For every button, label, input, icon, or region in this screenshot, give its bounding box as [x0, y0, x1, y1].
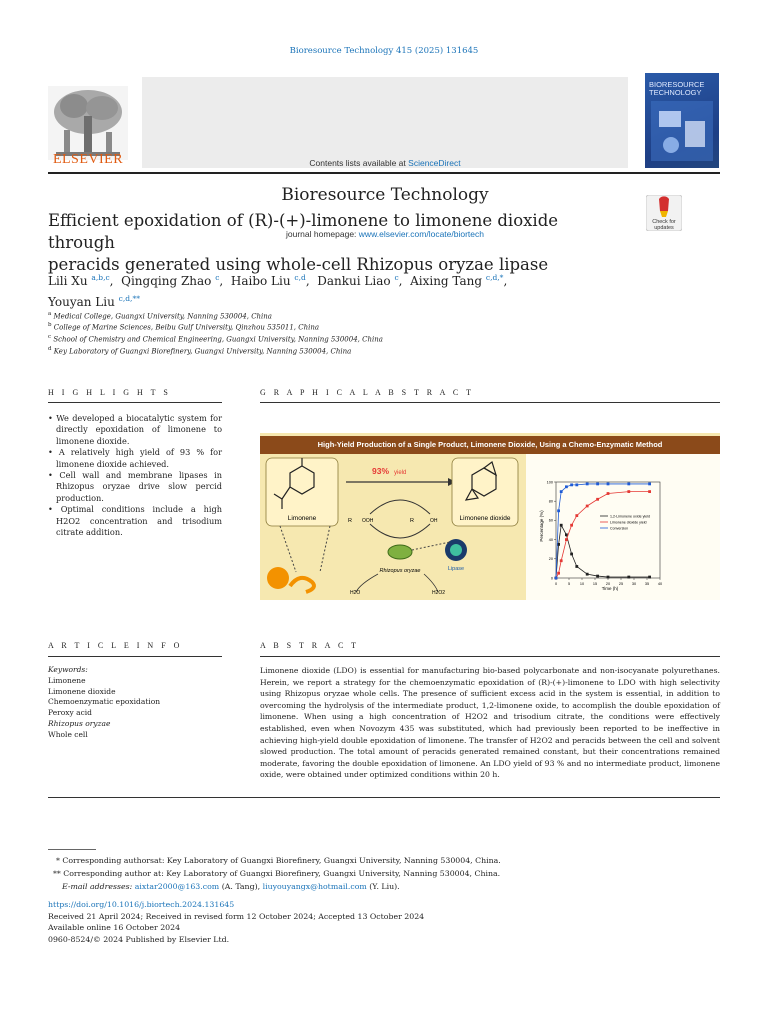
yield-word: yield — [394, 470, 407, 476]
keyword: Limonene dioxide — [48, 686, 116, 696]
graphical-abstract-banner: High-Yield Production of a Single Product, Limonene Dioxide, Using a Chemo-Enzymatic Method — [260, 436, 720, 454]
contents-prefix: Contents lists available at — [309, 158, 406, 168]
keyword: Rhizopus oryzae — [48, 718, 111, 728]
x-tick-label: 35 — [644, 582, 650, 586]
highlight-item: • We developed a biocatalytic system for directly epoxidation of limonene to limonene dioxide. — [48, 413, 222, 446]
y-tick-label: 80 — [548, 499, 553, 504]
affiliation-text: Key Laboratory of Guangxi Biorefinery, Guangxi University, Nanning 530004, China — [53, 347, 352, 356]
graphical-abstract-scheme — [260, 454, 720, 600]
data-point — [565, 538, 568, 541]
paper-title: Efficient epoxidation of (R)-(+)-limonene to limonene dioxide through peracids generated using whole-cell Rhizopus oryzae lipase — [48, 211, 559, 274]
cycle-arc-top — [370, 500, 430, 514]
author-name[interactable]: Dankui Liao — [317, 274, 391, 288]
legend-label: Limonene dioxide yield — [610, 520, 647, 525]
data-point — [560, 490, 563, 493]
cycle-arc-bottom — [370, 524, 430, 538]
h2o-label: H2O — [350, 590, 361, 596]
cover-title: BIORESOURCE TECHNOLOGY — [649, 80, 705, 97]
article-info-rule — [48, 656, 222, 657]
corresponding-author-1: * Corresponding authorsat: Key Laboratory of Guangxi Biorefinery, Guangxi University, Nanning 530004, China. — [56, 856, 501, 865]
legend-label: 1,2-Limonene oxide yield — [610, 514, 650, 519]
email-line — [48, 880, 648, 893]
journal-title: Bioresource Technology — [281, 185, 489, 205]
affiliation — [48, 311, 648, 320]
highlight-item: • Optimal conditions include a high H2O2 concentration and trisodium citrate addition. — [48, 504, 222, 538]
data-point — [596, 483, 599, 486]
x-tick-label: 0 — [554, 582, 558, 586]
data-point — [648, 490, 651, 493]
author-sup[interactable]: c,d — [294, 273, 306, 282]
keywords-block — [48, 665, 218, 741]
data-point — [586, 505, 589, 508]
h2o2-label: H2O2 — [432, 590, 446, 596]
x-tick-label: 15 — [592, 582, 598, 586]
author-name[interactable]: Youyan Liu — [48, 295, 115, 309]
keyword: Whole cell — [48, 729, 88, 739]
limonene-label: Limonene — [287, 515, 317, 522]
data-point — [575, 483, 578, 486]
author-sup[interactable]: c — [215, 273, 220, 282]
data-point — [586, 573, 589, 576]
journal-reference[interactable]: Bioresource Technology 415 (2025) 131645 — [289, 46, 479, 56]
data-point — [575, 514, 578, 517]
keyword: Peroxy acid — [48, 708, 92, 718]
footnote-rule — [48, 849, 96, 850]
y-tick-label: 40 — [548, 537, 553, 542]
data-point — [560, 524, 563, 527]
author-sup[interactable]: c,d,* — [485, 273, 504, 282]
data-point — [596, 498, 599, 501]
yield-value: 93% — [372, 466, 390, 476]
corresponding-author-2: ** Corresponding author at: Key Laboratory of Guangxi Biorefinery, Guangxi University, Nanning 530004, China. — [53, 869, 501, 878]
keywords-label: Keywords: — [48, 665, 88, 674]
data-point — [607, 576, 610, 579]
email-label: E-mail addresses: — [62, 882, 133, 891]
masthead-rule — [48, 172, 720, 174]
x-tick-label: 10 — [579, 582, 585, 586]
affiliation-text: College of Marine Sciences, Beibu Gulf University, Qinzhou 535011, China — [53, 323, 320, 332]
data-point — [596, 575, 599, 578]
highlights-list — [48, 413, 222, 538]
copyright: 0960-8524/© 2024 Published by Elsevier Ltd. — [48, 934, 230, 944]
data-point — [575, 565, 578, 568]
author-name[interactable]: Qingqing Zhao — [121, 274, 212, 288]
journal-header-box — [142, 77, 628, 239]
x-tick-label: 30 — [631, 582, 637, 586]
email-link-tang[interactable]: aixtar2000@163.com — [134, 882, 220, 891]
article-info-heading: A R T I C L E I N F O — [48, 641, 183, 650]
data-point — [586, 483, 589, 486]
ooh-label: OOH — [362, 518, 374, 524]
acid-r-label: R — [410, 518, 414, 524]
data-point — [648, 483, 651, 486]
affiliation — [48, 346, 648, 355]
check-for-updates-badge[interactable] — [646, 195, 682, 231]
x-tick-label: 20 — [605, 582, 611, 586]
email-name-tang: (A. Tang), — [221, 882, 261, 891]
author-name[interactable]: Aixing Tang — [410, 274, 483, 288]
author-sup[interactable]: c — [394, 273, 399, 282]
orange-peel-icon — [290, 578, 314, 592]
affiliation-key: b — [48, 322, 52, 328]
check-updates-line1: Check for — [652, 219, 676, 225]
highlights-rule — [48, 402, 222, 403]
x-tick-label: 25 — [618, 582, 624, 586]
data-point — [607, 483, 610, 486]
contents-line — [142, 158, 628, 168]
email-name-liu: (Y. Liu). — [369, 882, 400, 891]
affiliation-text: Medical College, Guangxi University, Nanning 530004, China — [53, 312, 272, 321]
organism-label: Rhizopus oryzae — [379, 568, 421, 574]
orange-icon — [267, 567, 289, 589]
graphical-abstract-rule — [260, 402, 720, 403]
highlight-item: • Cell wall and membrane lipases in Rhizopus oryzae drive slow percid production. — [48, 470, 222, 503]
abstract-rule — [260, 656, 720, 657]
author-name[interactable]: Lili Xu — [48, 274, 88, 288]
data-point — [570, 483, 573, 486]
available-online: Available online 16 October 2024 — [48, 923, 181, 932]
data-point — [627, 483, 630, 486]
keyword: Limonene — [48, 675, 86, 685]
footnotes — [48, 854, 648, 893]
data-point — [570, 524, 573, 527]
peracid-r-label: R — [348, 518, 352, 524]
data-point — [565, 485, 568, 488]
rhizopus-cell — [388, 545, 412, 559]
journal-cover-thumbnail[interactable] — [645, 73, 719, 168]
homepage-link[interactable]: www.elsevier.com/locate/biortech — [358, 229, 484, 239]
data-point — [560, 559, 563, 562]
data-point — [627, 576, 630, 579]
oh-label: OH — [430, 518, 438, 524]
author-name[interactable]: Haibo Liu — [230, 274, 291, 288]
affiliation-key: a — [48, 311, 52, 317]
doi-link[interactable]: https://doi.org/10.1016/j.biortech.2024.131645 — [48, 900, 235, 909]
x-tick-label: 40 — [657, 582, 663, 586]
publisher-wordmark: ELSEVIER — [52, 152, 124, 167]
affiliation-key: d — [48, 346, 52, 352]
chart-xlabel: Time (h) — [601, 586, 619, 591]
author-sup[interactable]: a,b,c — [91, 273, 110, 282]
data-point — [570, 553, 573, 556]
cover-artwork — [651, 101, 713, 161]
data-point — [555, 577, 558, 580]
received-dates: Received 21 April 2024; Received in revised form 12 October 2024; Accepted 13 October 2024 — [48, 911, 425, 921]
abstract-bottom-rule — [48, 797, 720, 798]
x-tick-label: 5 — [567, 582, 571, 586]
check-updates-icon — [646, 195, 682, 231]
abstract-text: Limonene dioxide (LDO) is essential for manufacturing bio-based polycarbonate and non-isocyanate polyurethanes. Herein, we report a strategy for the chemoenzymatic epoxidation of (R)-(+)-limonene to LDO with high selectivity using Rhizopus oryzae whole cells. The presence of sufficient excess acid in the system is essential, in addition to overcoming the hydrolysis of the intermediate product, 1,2-limonene oxide, to accomplish the double epoxidation of limonene. When using a high concentration of H2O2 and trisodium citrate, the conditions were effectively established, even when Novozym 435 was substituted, which had previously been reported to be ineffective in achieving high-yield double epoxidation of limonene. The transfer of H2O2 and peracids between the cell and solvent slowed production. The total amount of peracids generated remained constant, but their concentrations remained moderate, favoring the double epoxidation of limonene. An LDO yield of 93 % and no intermediate product, limonene oxide, were obtained under optimized conditions within 20 h. — [260, 666, 720, 780]
data-point — [557, 572, 560, 575]
product-label: Limonene dioxide — [459, 515, 511, 522]
email-link-liu[interactable]: liuyouyangx@hotmail.com — [262, 882, 367, 891]
author-list: Lili Xu $^{a,b,c}$, Qingqing Zhao $^c$, Haibo Liu $^{c,d}$, Dankui Liao $^c$, Aixing Tang $^{c,d,*}$, Youyan Liu $^{c,d,**}$ — [48, 273, 508, 309]
keyword: Chemoenzymatic epoxidation — [48, 697, 161, 707]
lipase-label: Lipase — [447, 566, 465, 572]
abstract-heading: A B S T R A C T — [260, 641, 360, 650]
highlight-item: • A relatively high yield of 93 % for limonene dioxide achieved. — [48, 447, 222, 469]
author-sup[interactable]: c,d,** — [118, 294, 140, 303]
graphical-abstract-heading: G R A P H I C A L A B S T R A C T — [260, 388, 475, 397]
affiliation-text: School of Chemistry and Chemical Engineering, Guangxi University, Nanning 530004, China — [53, 335, 383, 344]
y-tick-label: 0 — [550, 576, 553, 581]
data-point — [557, 509, 560, 512]
highlights-heading: H I G H L I G H T S — [48, 388, 171, 397]
data-point — [627, 490, 630, 493]
y-tick-label: 20 — [548, 557, 553, 562]
legend-label: Conversion — [610, 526, 629, 531]
check-updates-line2: updates — [654, 225, 674, 231]
y-tick-label: 100 — [546, 480, 553, 485]
data-point — [607, 492, 610, 495]
y-tick-label: 60 — [548, 518, 553, 523]
chart-ylabel: Percentage (%) — [539, 510, 544, 542]
data-point — [648, 576, 651, 579]
publication-info — [48, 899, 648, 945]
sciencedirect-link[interactable]: ScienceDirect — [408, 158, 461, 168]
affiliation — [48, 334, 648, 343]
affiliation-key: c — [48, 334, 52, 340]
affiliation — [48, 322, 648, 331]
homepage-prefix: journal homepage: — [286, 229, 357, 239]
